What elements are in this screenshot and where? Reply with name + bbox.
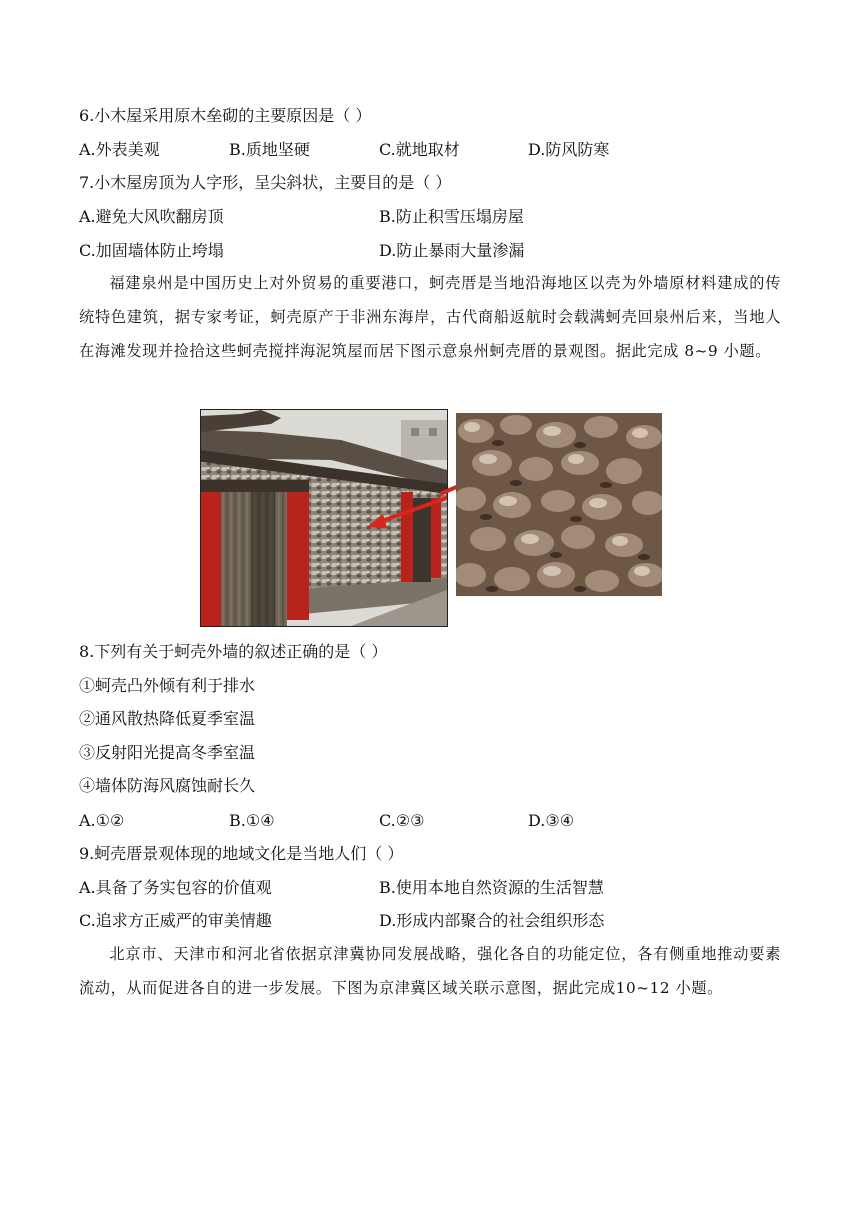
q7-option-d: D.防止暴雨大量渗漏 [379, 241, 525, 260]
house-photo [200, 409, 448, 627]
q7-option-a: A.避免大风吹翻房顶 [79, 207, 224, 226]
q6-stem: 6.小木屋采用原木垒砌的主要原因是（ ） [79, 106, 372, 125]
q8-statement-2: ②通风散热降低夏季室温 [79, 709, 256, 728]
q9-option-d: D.形成内部聚合的社会组织形态 [379, 911, 605, 930]
q9-stem: 9.蚵壳厝景观体现的地域文化是当地人们（ ） [79, 844, 404, 863]
q6-option-b: B.质地坚硬 [229, 140, 310, 159]
q9-option-c: C.追求方正威严的审美情趣 [79, 911, 272, 930]
q6-option-a: A.外表美观 [79, 140, 160, 159]
q8-statement-3: ③反射阳光提高冬季室温 [79, 743, 256, 762]
q8-stem: 8.下列有关于蚵壳外墙的叙述正确的是（ ） [79, 642, 388, 661]
q7-stem: 7.小木屋房顶为人字形，呈尖斜状，主要目的是（ ） [79, 173, 452, 192]
q8-statement-1: ①蚵壳凸外倾有利于排水 [79, 676, 256, 695]
q8-option-c: C.②③ [379, 811, 425, 830]
q6-option-c: C.就地取材 [379, 140, 460, 159]
q8-option-b: B.①④ [229, 811, 275, 830]
q7-option-b: B.防止积雪压塌房屋 [379, 207, 524, 226]
q8-option-d: D.③④ [528, 811, 575, 830]
q9-option-b: B.使用本地自然资源的生活智慧 [379, 878, 604, 897]
passage-quanzhou: 福建泉州是中国历史上对外贸易的重要港口，蚵壳厝是当地沿海地区以壳为外墙原材料建成的传统特色建筑，据专家考证，蚵壳原产于非洲东海岸，古代商船返航时会载满蚵壳回泉州后来，当地人在海滩发现并捡拾这些蚵壳搅拌海泥筑屋而居下图示意泉州蚵壳厝的景观图。据此完成 8~9 小题。 [79, 274, 781, 360]
passage-jingjinji: 北京市、天津市和河北省依据京津冀协同发展战略，强化各自的功能定位，各有侧重地推动要素流动，从而促进各自的进一步发展。下图为京津冀区域关联示意图，据此完成10~12 小题。 [79, 945, 781, 997]
q7-option-c: C.加固墙体防止垮塌 [79, 241, 224, 260]
q8-statement-4: ④墙体防海风腐蚀耐长久 [79, 776, 256, 795]
q8-option-a: A.①② [79, 811, 125, 830]
q6-option-d: D.防风防寒 [528, 140, 610, 159]
shell-closeup-photo [456, 413, 662, 596]
q9-option-a: A.具备了务实包容的价值观 [79, 878, 272, 897]
